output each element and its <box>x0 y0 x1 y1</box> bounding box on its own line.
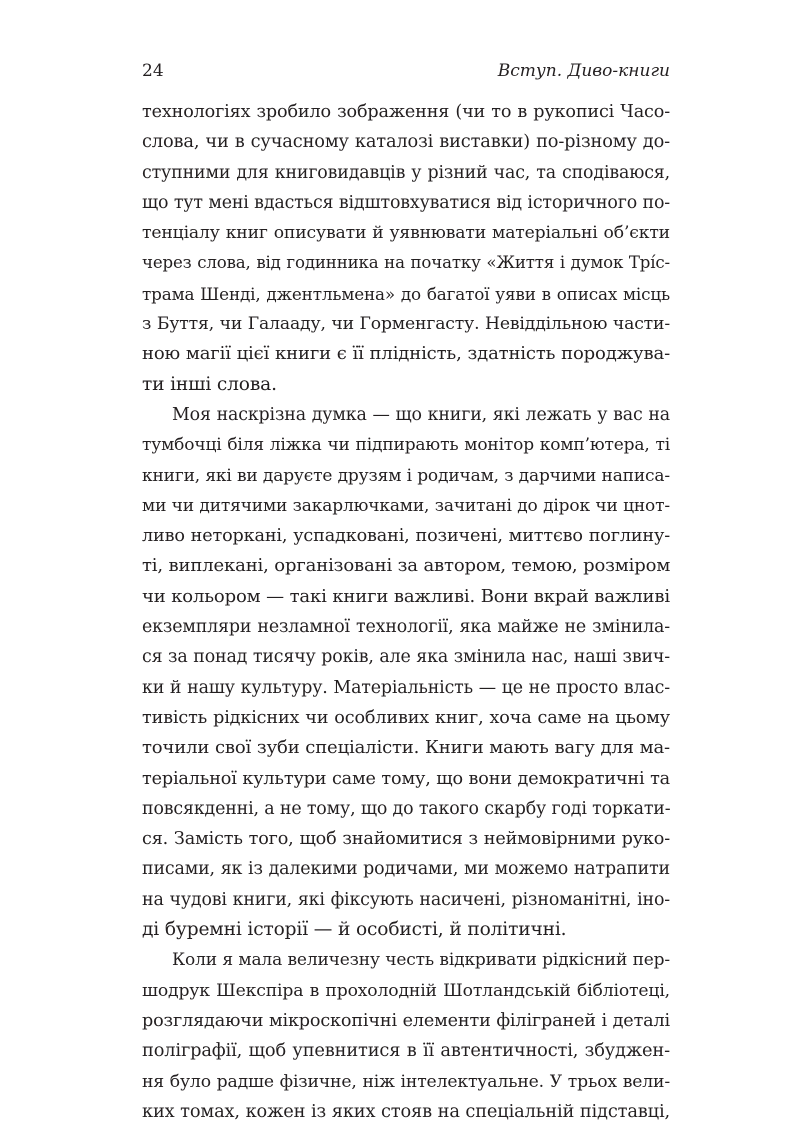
text-line: ступними для книговидавців у різний час, та сподіваюся, <box>142 162 670 183</box>
text-line: що тут мені вдасться відштовхуватися від історичного по- <box>142 192 670 213</box>
page-number: 24 <box>142 61 164 81</box>
text-line: книги, які ви даруєте друзям і родичам, з дарчими написа- <box>142 465 670 486</box>
text-line: через слова, від годинника на початку «Життя і думок Трі́с- <box>142 253 670 273</box>
text-line: теріальної культури саме тому, що вони демократичні та <box>142 768 670 789</box>
text-line: тенціалу книг описувати й уявнювати матеріальні об’єкти <box>142 223 670 244</box>
text-line: розглядаючи мікроскопічні елементи філіграней і деталі <box>142 1010 670 1031</box>
text-line: шодрук Шекспіра в прохолодній Шотландській бібліотеці, <box>142 980 670 1001</box>
text-line: трама Шенді, джентльмена» до багатої уяви в описах місць <box>142 283 670 304</box>
paragraph-2 <box>142 400 670 945</box>
text-line: ми чи дитячими закарлючками, зачитані до дірок чи цнот- <box>142 495 670 516</box>
text-line: ною магії цієї книги є її плідність, здатність породжува- <box>142 343 670 365</box>
text-line: повсякденні, а не тому, що до такого скарбу годі торкати- <box>142 798 671 819</box>
text-line: чи кольором — такі книги важливі. Вони вкрай важливі <box>142 585 670 607</box>
chapter-title: Вступ. Диво-книги <box>497 61 670 81</box>
text-line: ті, виплекані, організовані за автором, темою, розміром <box>142 555 671 577</box>
text-line: ся. Замість того, щоб знайомитися з неймовірними руко- <box>142 829 670 850</box>
text-line: на чудові книги, які фіксують насичені, різноманітні, іно- <box>142 889 670 910</box>
running-head <box>142 56 670 86</box>
text-line: ки й нашу культуру. Матеріальність — це не просто влас- <box>142 677 670 698</box>
text-line: ливо неторкані, успадковані, позичені, миттєво поглину- <box>142 526 670 547</box>
text-line: ких томах, кожен із яких стояв на спеціальній підставці, <box>142 1100 670 1122</box>
body-text <box>142 97 670 1127</box>
text-line: Коли я мала величезну честь відкривати рідкісний пер- <box>172 950 670 971</box>
text-line: слова, чи в сучасному каталозі виставки) по-різному до- <box>142 131 670 153</box>
text-line: тумбочці біля ліжка чи підпирають монітор комп’ютера, ті <box>142 435 670 456</box>
text-line: екземпляри незламної технології, яка майже не змінила- <box>142 617 670 638</box>
text-line: точили свої зуби спеціалісти. Книги мають вагу для ма- <box>142 737 670 759</box>
text-line: ня було радше фізичне, ніж інтелектуальне. У трьох вели- <box>142 1071 670 1092</box>
text-line: писами, як із далекими родичами, ми можемо натрапити <box>142 859 670 880</box>
text-line: ді буремні історії — й особисті, й політичні. <box>142 919 567 941</box>
paragraph-1 <box>142 97 670 400</box>
text-line: ти інші слова. <box>142 373 277 395</box>
text-line: технологіях зробило зображення (чи то в рукописі Часо- <box>142 102 670 122</box>
paragraph-3 <box>142 945 670 1127</box>
text-line: Моя наскрізна думка — що книги, які лежать у вас на <box>172 404 670 425</box>
text-line: ся за понад тисячу років, але яка змінила нас, наші звич- <box>142 647 670 668</box>
text-line: поліграфії, щоб упевнитися в її автентичності, збуджен- <box>142 1040 670 1062</box>
text-line: з Буття, чи Галааду, чи Горменгасту. Невіддільною части- <box>142 314 670 335</box>
text-line: тивість рідкісних чи особливих книг, хоча саме на цьому <box>142 707 670 728</box>
